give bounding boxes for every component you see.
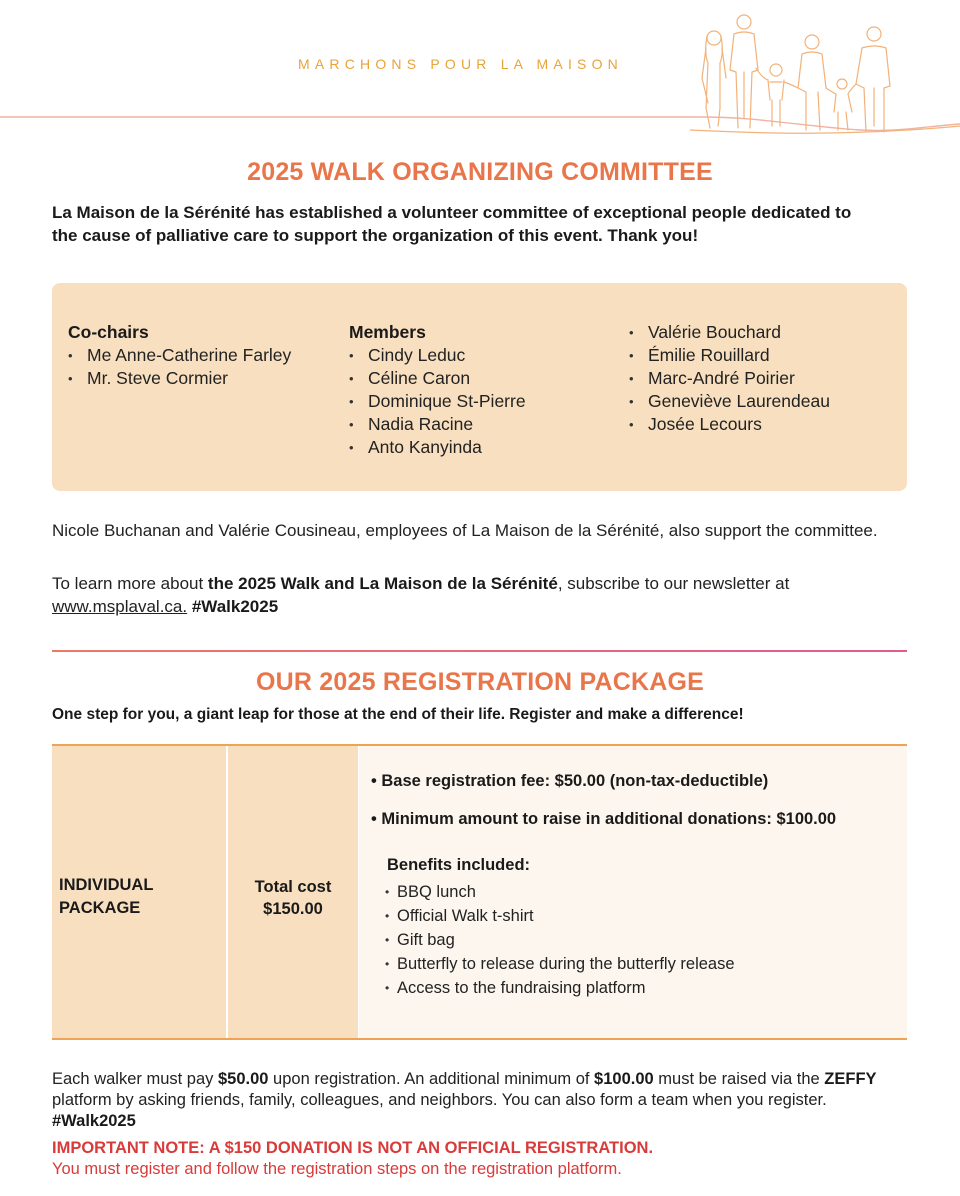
members-heading: Members [349,322,426,342]
package-label-line1: INDIVIDUAL [59,876,154,894]
list-item: • Cindy Leduc [349,344,526,367]
website-link[interactable]: www.msplaval.ca. [52,596,188,616]
package-label-line2: PACKAGE [59,899,141,917]
list-item: • Valérie Bouchard [629,321,830,344]
section-divider [52,650,907,652]
benefits-list [385,880,735,1000]
cochairs-list [68,344,291,390]
list-item: • Anto Kanyinda [349,436,526,459]
members-column-1 [349,321,526,459]
list-item: • Geneviève Laurendeau [629,390,830,413]
support-text: Nicole Buchanan and Valérie Cousineau, employees of La Maison de la Sérénité, also support the committee. [52,521,878,540]
members-list-2 [629,321,830,436]
learn-bold: the 2025 Walk and La Maison de la Sérénité [207,574,558,593]
registration-subtitle: One step for you, a giant leap for those at the end of their life. Register and make a difference! [52,706,744,723]
package-label-cell [52,746,226,1038]
list-item: • Butterfly to release during the butterfly release [385,952,735,976]
list-item: • Gift bag [385,928,735,952]
registration-title: OUR 2025 REGISTRATION PACKAGE [256,668,704,696]
table-border-bottom [52,1038,907,1040]
important-note: IMPORTANT NOTE: A $150 DONATION IS NOT AN OFFICIAL REGISTRATION. [52,1139,654,1157]
fee-line-base: • Base registration fee: $50.00 (non-tax-deductible) [371,772,769,790]
tagline: MARCHONS POUR LA MAISON [298,56,623,72]
learn-prefix: To learn more about [52,574,208,593]
learn-more-text [52,573,892,618]
list-item: • Nadia Racine [349,413,526,436]
package-cost [228,876,358,920]
benefits [385,880,735,1000]
list-item: • BBQ lunch [385,880,735,904]
cost-value: $150.00 [263,900,323,918]
list-item: • Émilie Rouillard [629,344,830,367]
fee-line-minimum: • Minimum amount to raise in additional donations: $100.00 [371,810,837,828]
cochairs-heading: Co-chairs [68,322,149,342]
package-table [52,744,907,1040]
package-label [59,874,153,920]
list-item: • Marc-André Poirier [629,367,830,390]
list-item: • Me Anne-Catherine Farley [68,344,291,367]
list-item: • Official Walk t-shirt [385,904,735,928]
package-details-cell [359,746,907,1038]
cochairs-column [68,321,291,390]
package-cost-cell [228,746,358,1038]
learn-mid: , subscribe to our newsletter at [557,574,790,593]
members-column-2 [629,321,830,436]
hashtag: #Walk2025 [191,596,279,616]
important-detail: You must register and follow the registration steps on the registration platform. [52,1160,622,1178]
committee-title: 2025 WALK ORGANIZING COMMITTEE [247,158,713,186]
benefits-title: Benefits included: [387,856,531,874]
registration-footer: Each walker must pay $50.00 upon registration. An additional minimum of $100.00 must be raised via the ZEFFY platform by asking friends, family, colleagues, and neighbors. You can also form a team when you register. #Walk2025 [52,1070,877,1130]
members-list-1 [349,344,526,459]
family-walking-illustration [690,8,960,136]
list-item: • Josée Lecours [629,413,830,436]
list-item: • Céline Caron [349,367,526,390]
list-item: • Mr. Steve Cormier [68,367,291,390]
committee-box [52,283,907,491]
list-item: • Dominique St-Pierre [349,390,526,413]
committee-intro: La Maison de la Sérénité has established a volunteer committee of exceptional people dedicated to the cause of palliative care to support the organization of this event. Thank you! [52,203,852,245]
cost-label: Total cost [254,878,332,896]
list-item: • Access to the fundraising platform [385,976,735,1000]
